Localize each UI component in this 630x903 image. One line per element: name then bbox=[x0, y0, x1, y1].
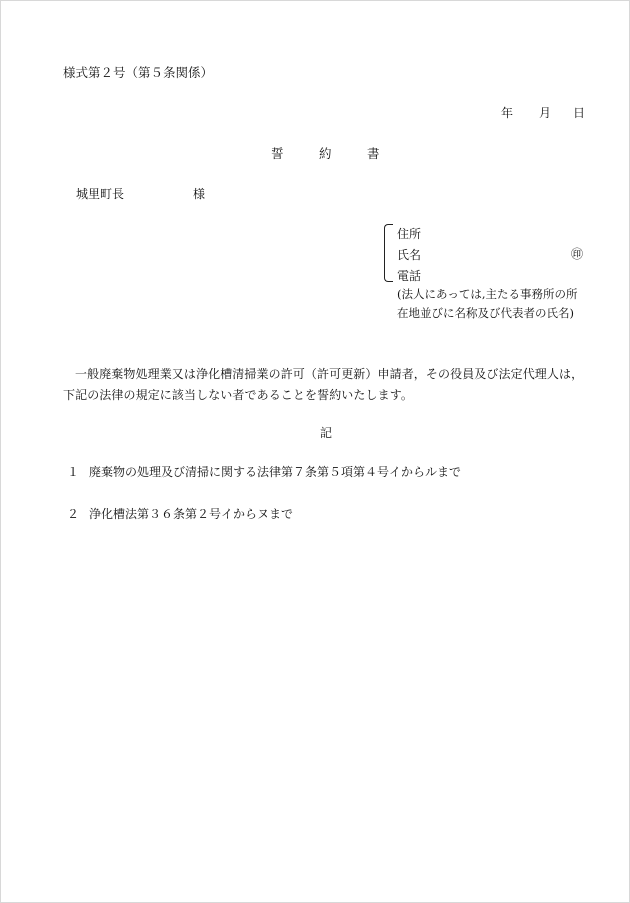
applicant-phone-label: 電話 bbox=[397, 269, 422, 283]
title-char-3: 書 bbox=[367, 146, 380, 161]
form-number: 様式第２号（第５条関係） bbox=[63, 65, 214, 80]
addressee-name: 城里町長 bbox=[76, 187, 125, 201]
date-day-label: 日 bbox=[573, 106, 586, 120]
declaration-text: 一般廃棄物処理業又は浄化槽清掃業の許可（許可更新）申請者，その役員及び法定代理人は，下記の法律の規定に該当しない者であることを誓約いたします。 bbox=[63, 367, 584, 402]
item-number: １ bbox=[67, 465, 80, 479]
list-item bbox=[67, 466, 461, 478]
date-month-label: 月 bbox=[539, 106, 552, 120]
item-text: 浄化槽法第３６条第２号イからヌまで bbox=[89, 507, 294, 521]
corporate-note-line-1: (法人にあっては,主たる事務所の所 bbox=[397, 287, 578, 301]
seal-mark-icon: ㊞ bbox=[571, 247, 584, 261]
item-text: 廃棄物の処理及び清掃に関する法律第７条第５項第４号イからルまで bbox=[89, 465, 462, 479]
addressee bbox=[76, 188, 216, 202]
date-line bbox=[501, 107, 585, 121]
list-item bbox=[67, 508, 293, 520]
title-char-1: 誓 bbox=[271, 146, 284, 161]
addressee-suffix: 様 bbox=[193, 187, 206, 201]
document-title bbox=[271, 148, 381, 162]
ki-heading: 記 bbox=[320, 426, 333, 440]
applicant-address-label: 住所 bbox=[397, 227, 422, 241]
applicant-name-label: 氏名 bbox=[397, 248, 422, 262]
corporate-note-line-2: 在地並びに名称及び代表者の氏名) bbox=[397, 306, 574, 320]
applicant-bracket bbox=[384, 224, 393, 282]
title-char-2: 約 bbox=[319, 146, 332, 161]
date-year-label: 年 bbox=[501, 106, 514, 120]
item-number: ２ bbox=[67, 507, 80, 521]
